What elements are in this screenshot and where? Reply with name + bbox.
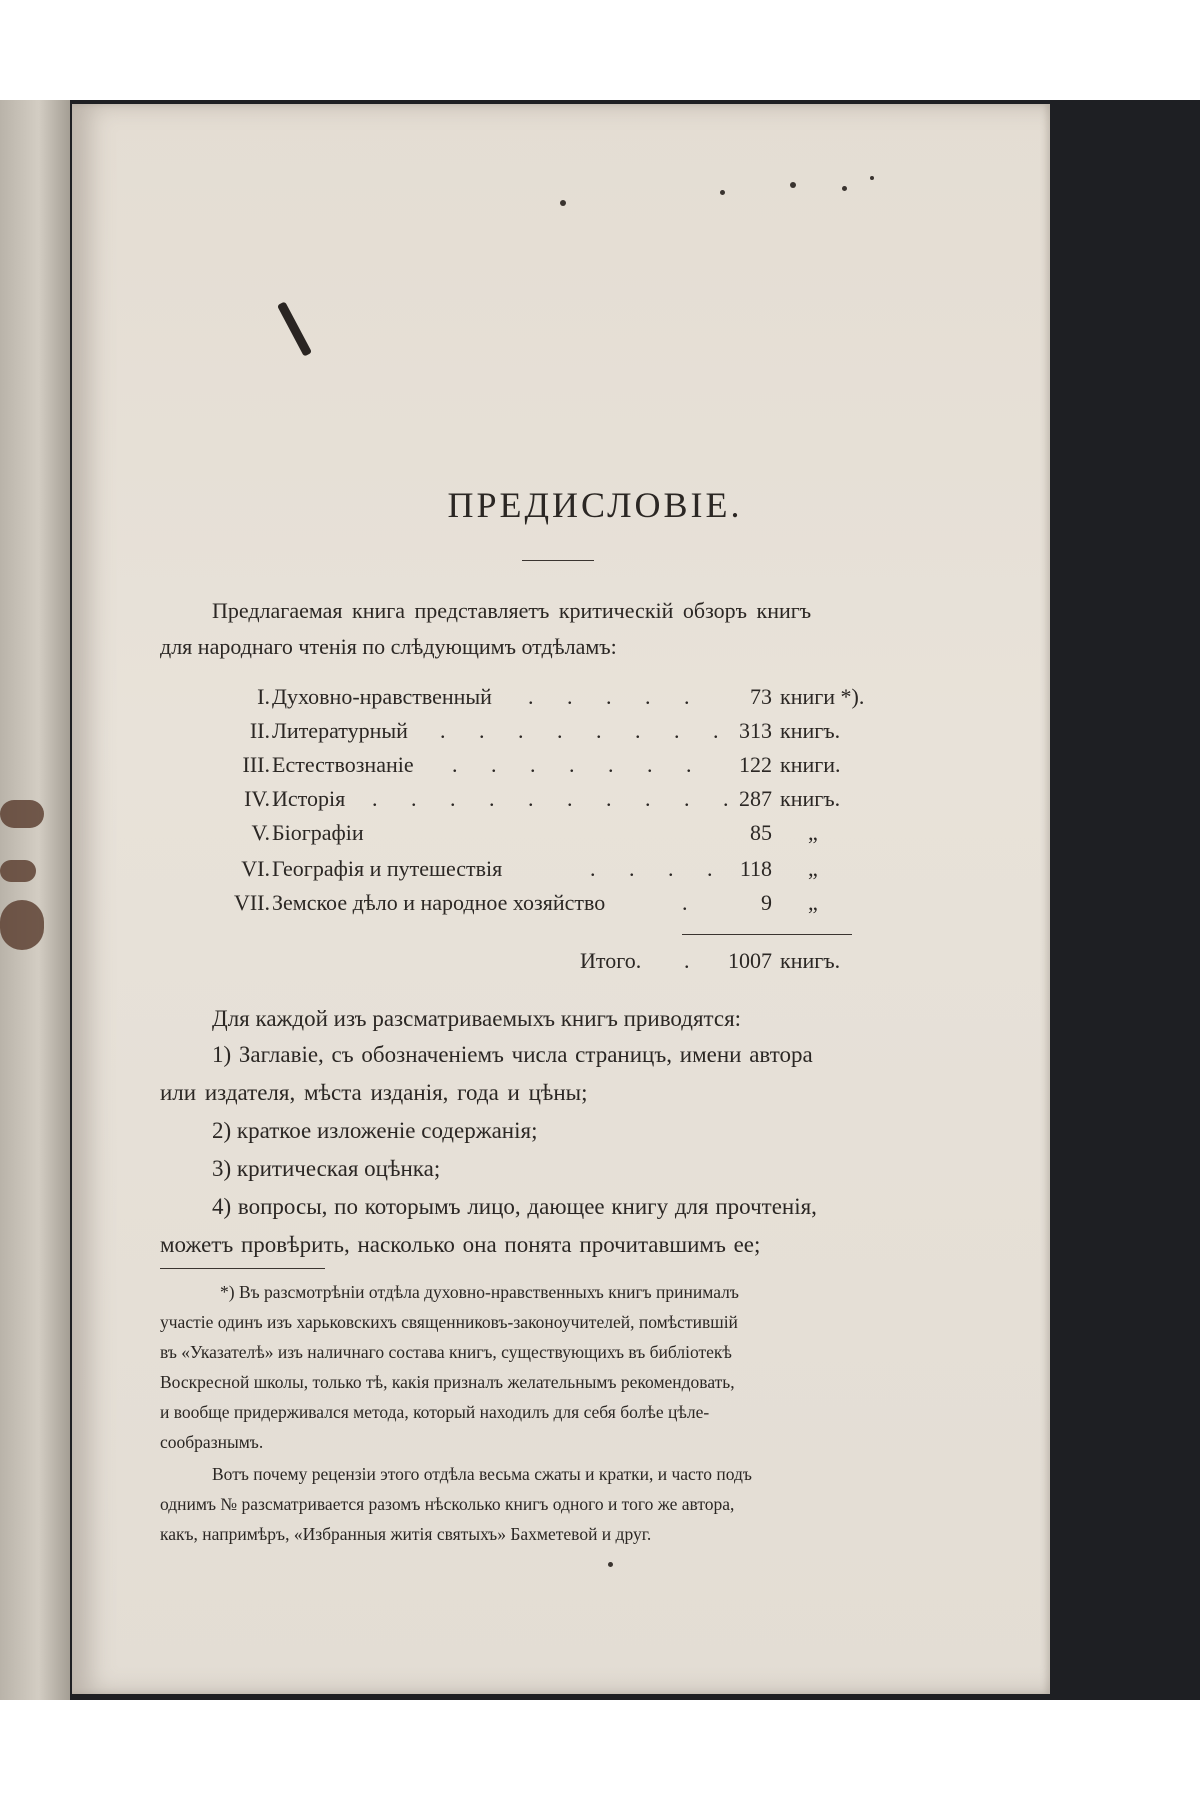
body-line: 4) вопросы, по которымъ лицо, дающее книгу для прочтенія,	[212, 1194, 817, 1219]
toc-unit: книгъ.	[780, 718, 841, 743]
toc-unit: „	[808, 820, 818, 845]
toc-row	[0, 890, 1200, 924]
toc-unit: книги.	[780, 752, 841, 777]
total-dots: .	[684, 948, 690, 973]
toc-dots: . . . .	[590, 856, 727, 881]
footnote-line: и вообще придерживался метода, который находилъ для себя болѣе цѣле-	[160, 1402, 710, 1422]
footnote-line: въ «Указателѣ» изъ наличнаго состава книгъ, существующихъ въ библіотекѣ	[160, 1342, 732, 1362]
body-line: или издателя, мѣста изданія, года и цѣны;	[160, 1080, 588, 1105]
total-rule	[682, 934, 852, 935]
toc-count: 73	[750, 684, 772, 709]
body-line: 3) критическая оцѣнка;	[212, 1156, 441, 1181]
footnote-line: Вотъ почему рецензіи этого отдѣла весьма сжаты и кратки, и часто подъ	[212, 1464, 752, 1484]
total-label: Итого.	[580, 948, 642, 973]
title-rule	[522, 560, 594, 561]
toc-unit: книгъ.	[780, 786, 841, 811]
body-line: можетъ провѣрить, насколько она понята прочитавшимъ ее;	[160, 1232, 761, 1257]
toc-count: 313	[739, 718, 772, 743]
footnote-line: сообразнымъ.	[160, 1432, 264, 1452]
toc-row	[0, 856, 1200, 890]
toc-number: VI.	[241, 856, 270, 881]
toc-name: Біографіи	[272, 820, 364, 845]
toc-name: Исторія	[272, 786, 346, 811]
body-line: 2) краткое изложеніе содержанія;	[212, 1118, 538, 1143]
total-unit: книгъ.	[780, 948, 841, 973]
body-line: 1) Заглавіе, съ обозначеніемъ числа страницъ, имени автора	[212, 1042, 813, 1067]
toc-number: III.	[242, 752, 270, 777]
toc-row	[0, 684, 1200, 718]
footnote-line: *) Въ разсмотрѣніи отдѣла духовно-нравственныхъ книгъ принималъ	[220, 1282, 739, 1302]
toc-count: 85	[750, 820, 772, 845]
footnote-rule	[160, 1268, 325, 1269]
toc-number: II.	[249, 718, 270, 743]
intro-line: для народнаго чтенія по слѣдующимъ отдѣламъ:	[160, 634, 617, 659]
toc-dots: .	[682, 890, 702, 915]
toc-unit: „	[808, 856, 818, 881]
toc-number: I.	[257, 684, 270, 709]
body-line: Для каждой изъ разсматриваемыхъ книгъ приводятся:	[212, 1006, 742, 1031]
toc-name: Земское дѣло и народное хозяйство	[272, 890, 606, 915]
footnote-line: участіе одинъ изъ харьковскихъ священниковъ-законоучителей, помѣстившій	[160, 1312, 738, 1332]
intro-line: Предлагаемая книга представляетъ критическій обзоръ книгъ	[212, 598, 812, 623]
page-title: ПРЕДИСЛОВІЕ.	[447, 485, 743, 525]
total-count: 1007	[728, 948, 772, 973]
toc-name: Географія и путешествія	[272, 856, 503, 881]
toc-number: V.	[251, 820, 270, 845]
footnote-line: однимъ № разсматривается разомъ нѣсколько книгъ одного и того же автора,	[160, 1494, 735, 1514]
toc-row	[0, 820, 1200, 854]
total-row	[0, 948, 1200, 982]
toc-count: 287	[739, 786, 772, 811]
footnote-line: Воскресной школы, только тѣ, какія призналъ желательнымъ рекомендовать,	[160, 1372, 735, 1392]
toc-count: 122	[739, 752, 772, 777]
toc-name: Литературный	[272, 718, 408, 743]
toc-name: Естествознаніе	[272, 752, 414, 777]
toc-number: IV.	[244, 786, 270, 811]
toc-dots: . . . . . . . . . .	[372, 786, 743, 811]
footnote-line: какъ, напримѣръ, «Избранныя житія святыхъ» Бахметевой и друг.	[160, 1524, 652, 1544]
toc-dots: . . . . .	[528, 684, 704, 709]
toc-count: 118	[739, 856, 772, 881]
toc-row	[0, 752, 1200, 786]
toc-dots: . . . . . . .	[452, 752, 706, 777]
toc-number: VII.	[233, 890, 270, 915]
toc-unit: книги *).	[780, 684, 865, 709]
toc-row	[0, 786, 1200, 820]
toc-name: Духовно-нравственный	[272, 684, 492, 709]
toc-count: 9	[761, 890, 772, 915]
toc-unit: „	[808, 890, 818, 915]
toc-dots: . . . . . . . .	[440, 718, 733, 743]
toc-row	[0, 718, 1200, 752]
